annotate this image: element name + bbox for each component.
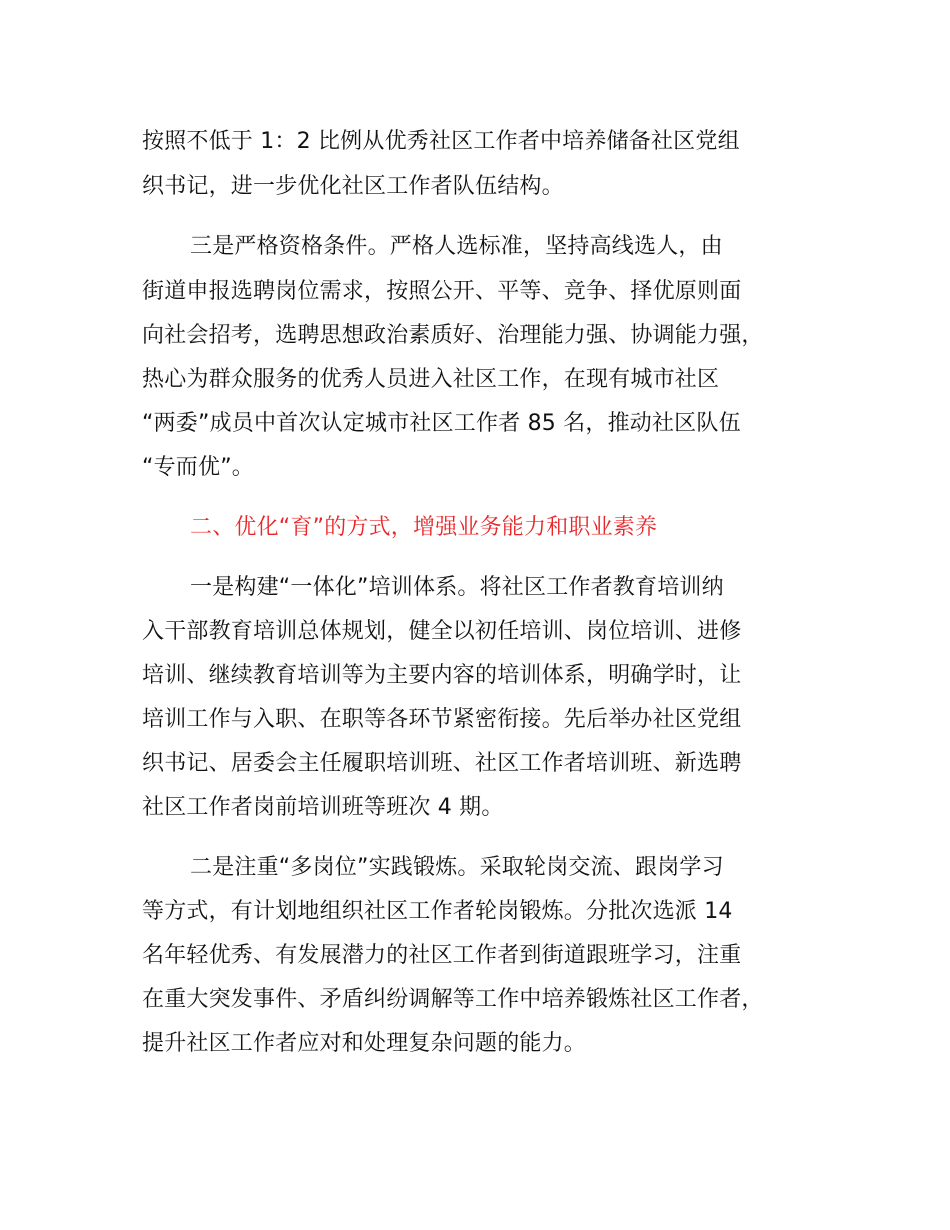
paragraph-line: “两委”成员中首次认定城市社区工作者 85 名，推动社区队伍 — [142, 411, 741, 436]
paragraph-line: 二是注重“多岗位”实践锻炼。采取轮岗交流、跟岗学习 — [190, 855, 724, 880]
paragraph-line: 培训、继续教育培训等为主要内容的培训体系，明确学时，让 — [142, 663, 742, 688]
paragraph-line: 入干部教育培训总体规划，健全以初任培训、岗位培训、进修 — [142, 619, 742, 644]
paragraph-line: 在重大突发事件、矛盾纠纷调解等工作中培养锻炼社区工作者， — [142, 987, 764, 1012]
section-heading: 二、优化“育”的方式，增强业务能力和职业素养 — [190, 515, 658, 540]
paragraph-line: 热心为群众服务的优秀人员进入社区工作，在现有城市社区 — [142, 367, 720, 392]
paragraph-line: 一是构建“一体化”培训体系。将社区工作者教育培训纳 — [190, 575, 724, 600]
paragraph-line: “专而优”。 — [142, 455, 254, 480]
paragraph-line: 三是严格资格条件。严格人选标准，坚持高线选人，由 — [190, 234, 723, 259]
paragraph-line: 提升社区工作者应对和处理复杂问题的能力。 — [142, 1031, 587, 1056]
paragraph-line: 街道申报选聘岗位需求，按照公开、平等、竞争、择优原则面 — [142, 279, 742, 304]
paragraph-line: 名年轻优秀、有发展潜力的社区工作者到街道跟班学习，注重 — [142, 943, 742, 968]
paragraph-line: 等方式，有计划地组织社区工作者轮岗锻炼。分批次选派 14 — [142, 899, 733, 924]
paragraph-line: 织书记，进一步优化社区工作者队伍结构。 — [142, 174, 564, 199]
paragraph-line: 培训工作与入职、在职等各环节紧密衔接。先后举办社区党组 — [142, 707, 742, 732]
paragraph-line: 织书记、居委会主任履职培训班、社区工作者培训班、新选聘 — [142, 751, 742, 776]
paragraph-line: 社区工作者岗前培训班等班次 4 期。 — [142, 795, 504, 820]
paragraph-line: 按照不低于 1：2 比例从优秀社区工作者中培养储备社区党组 — [142, 129, 740, 154]
paragraph-line: 向社会招考，选聘思想政治素质好、治理能力强、协调能力强， — [142, 323, 764, 348]
